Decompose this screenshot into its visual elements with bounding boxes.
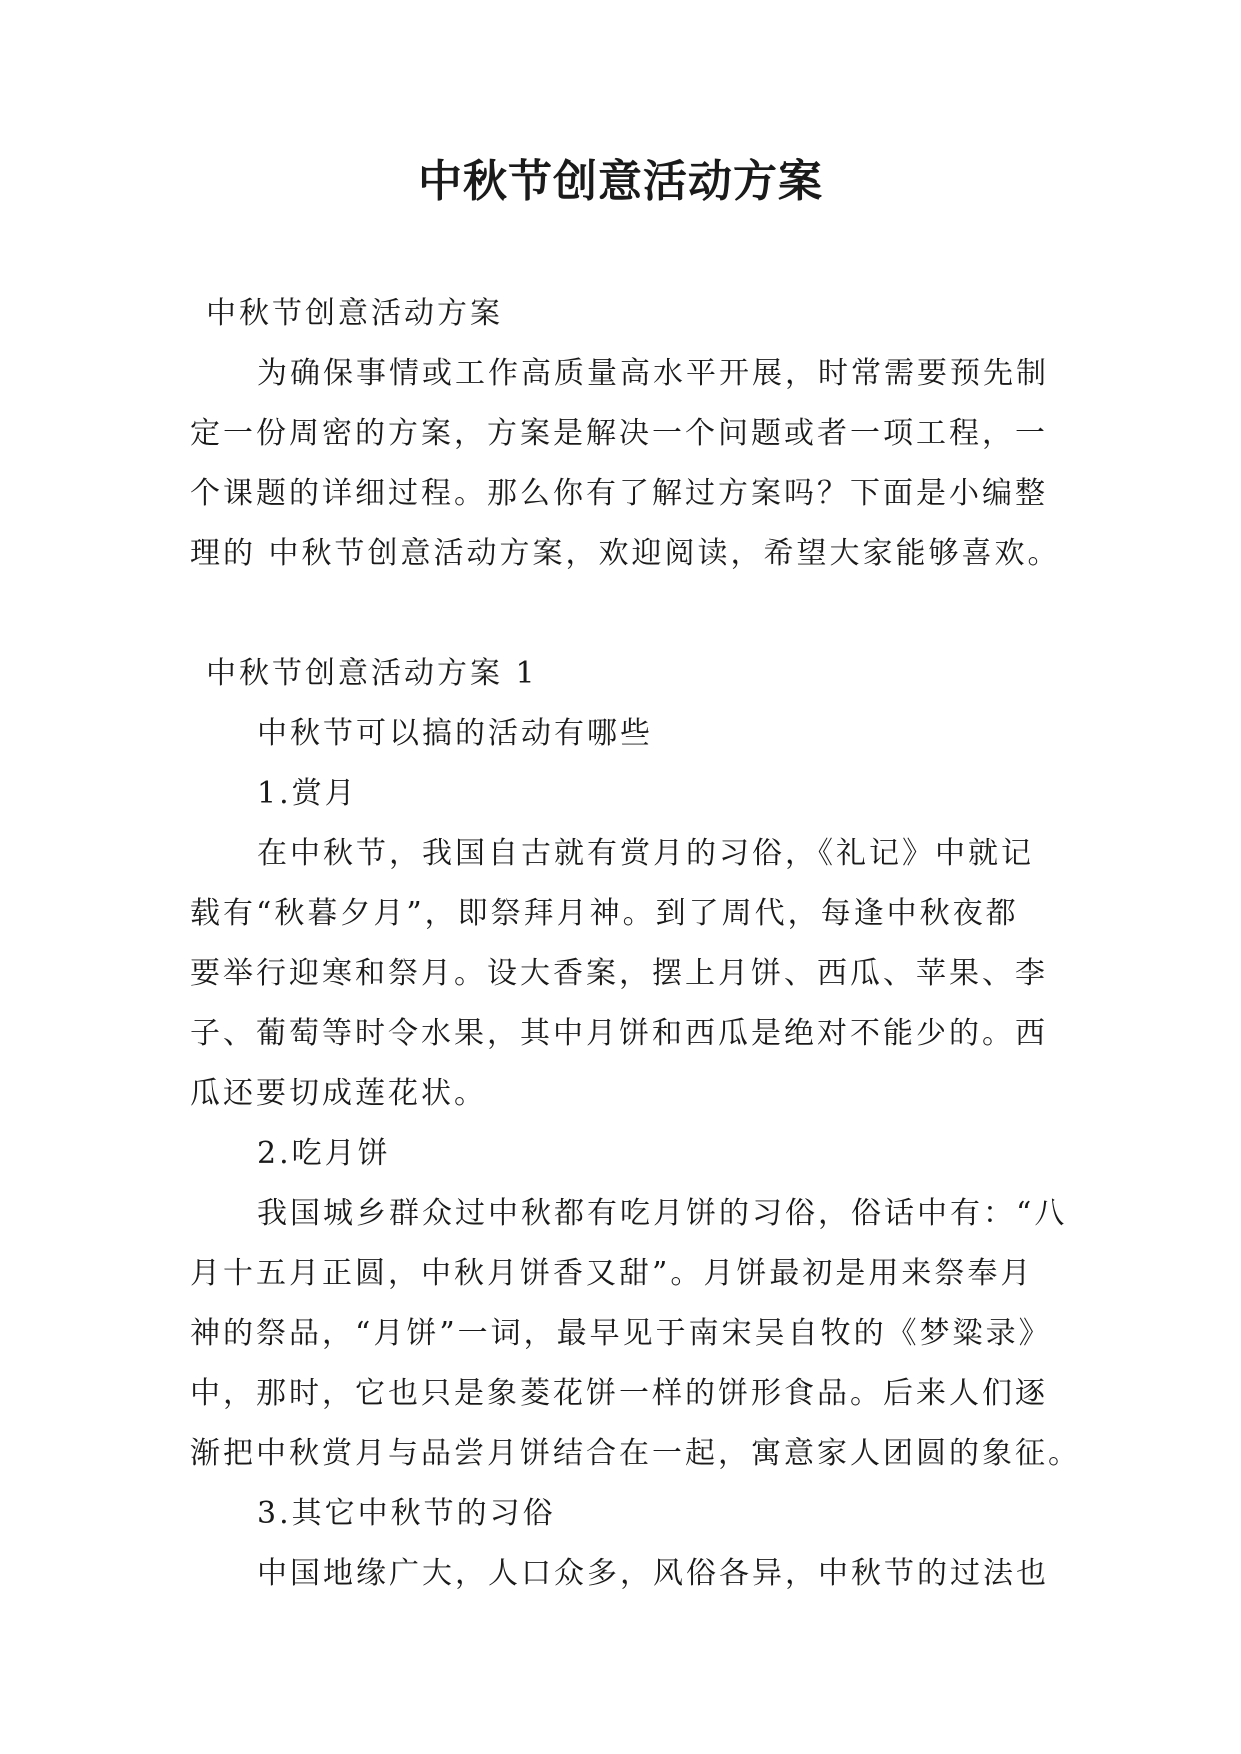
section-gap <box>190 584 1050 644</box>
item-title: 3.其它中秋节的习俗 <box>257 1496 556 1531</box>
paragraph-line: 神的祭品，“月饼”一词，最早见于南宋吴自牧的《梦粱录》 <box>190 1316 1052 1351</box>
paragraph-line: 月十五月正圆，中秋月饼香又甜”。月饼最初是用来祭奉月 <box>190 1256 1034 1291</box>
document-title: 中秋节创意活动方案 <box>418 156 823 207</box>
document-body <box>190 284 1081 1604</box>
intro-heading: 中秋节创意活动方案 <box>206 296 503 331</box>
paragraph-line: 要举行迎寒和祭月。设大香案，摆上月饼、西瓜、苹果、李 <box>190 956 1048 991</box>
item-title: 2.吃月饼 <box>257 1136 391 1171</box>
section-heading: 中秋节创意活动方案 1 <box>206 656 538 691</box>
paragraph-line: 理的 中秋节创意活动方案，欢迎阅读，希望大家能够喜欢。 <box>190 536 1061 571</box>
paragraph-line: 载有“秋暮夕月”，即祭拜月神。到了周代，每逢中秋夜都 <box>190 896 1019 931</box>
paragraph-line: 中，那时，它也只是象菱花饼一样的饼形食品。后来人们逐 <box>190 1376 1048 1411</box>
paragraph-line: 瓜还要切成莲花状。 <box>190 1076 487 1111</box>
subheading: 中秋节可以搞的活动有哪些 <box>257 716 653 751</box>
paragraph-line: 子、葡萄等时令水果，其中月饼和西瓜是绝对不能少的。西 <box>190 1016 1048 1051</box>
paragraph-line: 为确保事情或工作高质量高水平开展，时常需要预先制 <box>257 356 1049 391</box>
item-title: 1.赏月 <box>257 776 358 811</box>
paragraph-line: 在中秋节，我国自古就有赏月的习俗，《礼记》中就记 <box>257 836 1034 871</box>
paragraph-line: 渐把中秋赏月与品尝月饼结合在一起，寓意家人团圆的象征。 <box>190 1436 1081 1471</box>
paragraph-line: 我国城乡群众过中秋都有吃月饼的习俗，俗话中有：“八 <box>257 1196 1068 1231</box>
paragraph-line: 定一份周密的方案，方案是解决一个问题或者一项工程，一 <box>190 416 1048 451</box>
paragraph-line: 个课题的详细过程。那么你有了解过方案吗？下面是小编整 <box>190 476 1048 511</box>
paragraph-line: 中国地缘广大，人口众多，风俗各异，中秋节的过法也 <box>257 1556 1049 1591</box>
